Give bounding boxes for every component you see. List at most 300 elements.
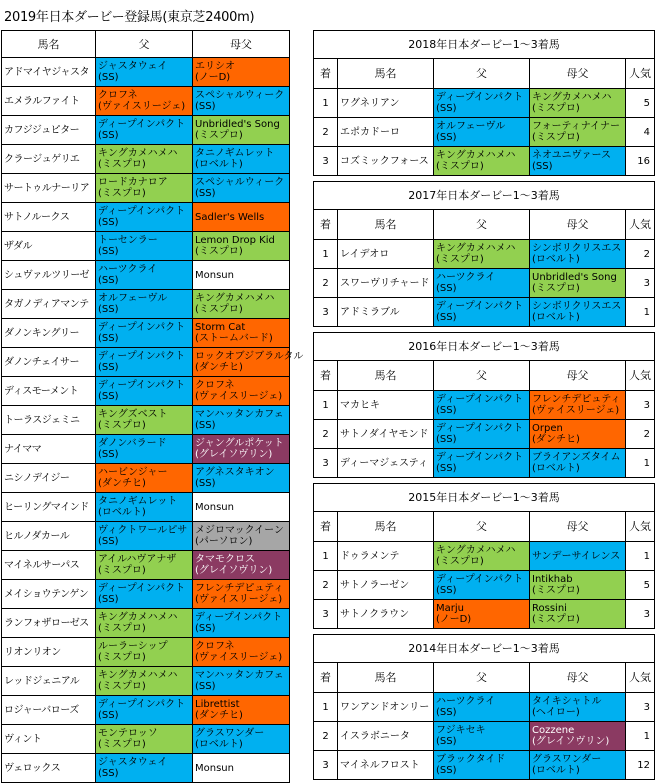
dam-sire-cell-name: ジャングルポケット bbox=[195, 438, 284, 449]
table-row bbox=[314, 269, 655, 298]
finish-rank: 1 bbox=[314, 542, 338, 571]
sire-cell bbox=[434, 147, 530, 176]
dam-sire-cell bbox=[193, 464, 290, 493]
sire-cell-name: Marju bbox=[436, 603, 464, 614]
finish-rank: 3 bbox=[314, 600, 338, 629]
dam-sire-cell bbox=[193, 551, 290, 580]
table-row bbox=[2, 406, 290, 435]
horse-name: ロジャーバローズ bbox=[2, 696, 96, 725]
sire-cell bbox=[434, 118, 530, 147]
table-row bbox=[314, 147, 655, 176]
column-header: 馬名 bbox=[338, 210, 434, 240]
sire-cell-name: アイルハヴアナザ bbox=[98, 554, 177, 565]
column-header: 父 bbox=[434, 663, 530, 693]
table-row bbox=[314, 542, 655, 571]
column-header: 母父 bbox=[530, 512, 626, 542]
dam-sire-cell-name: エリシオ bbox=[195, 61, 235, 72]
dam-sire-cell-line: (SS) bbox=[195, 681, 216, 692]
sire-cell-name: ディープインパクト bbox=[98, 351, 186, 362]
dam-sire-cell bbox=[193, 493, 290, 522]
popularity: 4 bbox=[626, 118, 655, 147]
year-title: 2015年日本ダービー1～3着馬 bbox=[314, 484, 655, 512]
table-row bbox=[2, 203, 290, 232]
popularity: 5 bbox=[626, 571, 655, 600]
sire-cell-name: ハーツクライ bbox=[436, 696, 496, 707]
sire-cell-line: (SS) bbox=[98, 217, 119, 228]
sire-cell-line: (SS) bbox=[98, 391, 119, 402]
table-row bbox=[314, 420, 655, 449]
sire-cell-line: (ミスプロ) bbox=[98, 159, 146, 170]
dam-sire-cell-name: Unbridled's Song bbox=[532, 272, 617, 283]
column-header: 母父 bbox=[530, 59, 626, 89]
dam-sire-cell-name: フォーティナイナー bbox=[532, 121, 620, 132]
table-row bbox=[314, 722, 655, 751]
sire-cell bbox=[434, 751, 530, 780]
results-header-row bbox=[314, 361, 655, 391]
sire-cell-name: ディープインパクト bbox=[436, 423, 524, 434]
sire-cell-name: キングカメハメハ bbox=[436, 545, 516, 556]
dam-sire-cell-name: Monsun bbox=[195, 762, 234, 774]
finish-rank: 1 bbox=[314, 89, 338, 118]
table-row bbox=[2, 609, 290, 638]
dam-sire-cell-line: (グレイソヴリン) bbox=[195, 449, 273, 460]
dam-sire-cell bbox=[193, 203, 290, 232]
dam-sire-cell bbox=[193, 406, 290, 435]
dam-sire-cell-line: (SS) bbox=[195, 101, 216, 112]
sire-cell-name: キングカメハメハ bbox=[98, 148, 178, 159]
sire-cell-line: (SS) bbox=[98, 275, 119, 286]
sire-cell-name: ディープインパクト bbox=[98, 206, 186, 217]
dam-sire-cell-name: Lemon Drop Kid bbox=[195, 235, 275, 246]
sire-cell-line: (ヴァイスリージェ) bbox=[98, 101, 186, 112]
dam-sire-cell bbox=[530, 298, 626, 327]
dam-sire-cell bbox=[530, 542, 626, 571]
table-row bbox=[2, 667, 290, 696]
dam-sire-cell-name: ネオユニヴァース bbox=[532, 150, 611, 161]
sire-cell-line: (SS) bbox=[436, 405, 457, 416]
popularity: 3 bbox=[626, 600, 655, 629]
sire-cell-name: ディープインパクト bbox=[98, 119, 186, 130]
sire-cell-line: (SS) bbox=[436, 707, 457, 718]
page-title: 2019年日本ダービー登録馬(東京芝2400m) bbox=[4, 10, 255, 25]
sire-cell bbox=[96, 290, 193, 319]
sire-cell-line: (ミスプロ) bbox=[436, 254, 484, 265]
table-row bbox=[2, 638, 290, 667]
horse-name: ディーマジェスティ bbox=[338, 449, 434, 478]
sire-cell-name: トーセンラー bbox=[98, 235, 158, 246]
sire-cell-line: (ノーD) bbox=[436, 614, 472, 625]
sire-cell bbox=[96, 435, 193, 464]
dam-sire-cell-line: (SS) bbox=[195, 478, 216, 489]
sire-cell-line: (SS) bbox=[436, 434, 457, 445]
dam-sire-cell bbox=[193, 174, 290, 203]
table-row bbox=[2, 116, 290, 145]
results-header-row bbox=[314, 210, 655, 240]
column-header: 着 bbox=[314, 361, 338, 391]
sire-cell-name: ディープインパクト bbox=[436, 452, 524, 463]
sire-cell bbox=[96, 667, 193, 696]
dam-sire-cell-line: (ミスプロ) bbox=[532, 283, 580, 294]
horse-name: イスラボニータ bbox=[338, 722, 434, 751]
dam-sire-cell bbox=[530, 240, 626, 269]
dam-sire-cell bbox=[530, 722, 626, 751]
year-title: 2016年日本ダービー1～3着馬 bbox=[314, 333, 655, 361]
dam-sire-cell-name: グラスワンダー bbox=[532, 754, 602, 765]
horse-name: サトノクラウン bbox=[338, 600, 434, 629]
sire-cell bbox=[96, 406, 193, 435]
sire-cell-line: (SS) bbox=[436, 463, 457, 474]
dam-sire-cell-name: マンハッタンカフェ bbox=[195, 409, 284, 420]
sire-cell-line: (SS) bbox=[98, 130, 119, 141]
sire-cell-name: ジャスタウェイ bbox=[98, 61, 168, 72]
sire-cell-name: ディープインパクト bbox=[436, 394, 524, 405]
sire-cell bbox=[96, 116, 193, 145]
sire-cell-line: (SS) bbox=[98, 362, 119, 373]
horse-name: タガノディアマンテ bbox=[2, 290, 96, 319]
dam-sire-cell-line: (SS) bbox=[195, 188, 216, 199]
dam-sire-cell-name: Monsun bbox=[195, 269, 234, 281]
sire-cell bbox=[96, 609, 193, 638]
dam-sire-cell bbox=[530, 600, 626, 629]
dam-sire-cell bbox=[193, 609, 290, 638]
dam-sire-cell-line: (ヴァイスリージェ) bbox=[195, 652, 283, 663]
dam-sire-cell-name: キングカメハメハ bbox=[532, 92, 612, 103]
dam-sire-cell bbox=[530, 89, 626, 118]
sire-cell-name: ディープインパクト bbox=[98, 583, 186, 594]
table-row bbox=[2, 522, 290, 551]
dam-sire-cell-name: Rossini bbox=[532, 603, 567, 614]
sire-cell-line: (ミスプロ) bbox=[98, 565, 146, 576]
sire-cell bbox=[96, 493, 193, 522]
sire-cell-line: (SS) bbox=[436, 765, 457, 776]
dam-sire-cell-name: キングカメハメハ bbox=[195, 293, 275, 304]
horse-name: ワンアンドオンリー bbox=[338, 693, 434, 722]
dam-sire-cell-name: フレンチデピュティ bbox=[532, 394, 621, 405]
sire-cell bbox=[434, 240, 530, 269]
dam-sire-cell bbox=[193, 754, 290, 783]
horse-name: リオンリオン bbox=[2, 638, 96, 667]
dam-sire-cell-line: (ミスプロ) bbox=[532, 585, 580, 596]
sire-cell-line: (SS) bbox=[98, 536, 119, 547]
year-title: 2017年日本ダービー1～3着馬 bbox=[314, 182, 655, 210]
column-header: 着 bbox=[314, 512, 338, 542]
dam-sire-cell-line: (ロベルト) bbox=[532, 254, 580, 265]
dam-sire-cell-line: (SS) bbox=[532, 161, 553, 172]
dam-sire-cell-name: Storm Cat bbox=[195, 322, 246, 333]
dam-sire-cell bbox=[530, 420, 626, 449]
horse-name: レイデオロ bbox=[338, 240, 434, 269]
table-row bbox=[314, 751, 655, 780]
past-results-table bbox=[313, 30, 655, 780]
sire-cell-name: ディープインパクト bbox=[98, 322, 186, 333]
horse-name: クラージュゲリエ bbox=[2, 145, 96, 174]
horse-name: コズミックフォース bbox=[338, 147, 434, 176]
finish-rank: 2 bbox=[314, 269, 338, 298]
dam-sire-cell-line: (ダンチヒ) bbox=[532, 434, 580, 445]
table-row bbox=[2, 551, 290, 580]
column-header: 人気 bbox=[626, 361, 655, 391]
dam-sire-cell-name: スペシャルウィーク bbox=[195, 90, 285, 101]
dam-sire-cell-line: (ミスプロ) bbox=[195, 304, 243, 315]
sire-cell bbox=[96, 348, 193, 377]
dam-sire-cell-name: ロックオブジブラルタル bbox=[195, 351, 304, 362]
table-row bbox=[2, 348, 290, 377]
dam-sire-cell bbox=[530, 449, 626, 478]
horse-name: メイショウテンゲン bbox=[2, 580, 96, 609]
sire-cell-line: (ミスプロ) bbox=[436, 161, 484, 172]
dam-sire-cell-name: Librettist bbox=[195, 699, 240, 710]
sire-cell bbox=[96, 261, 193, 290]
sire-cell-name: モンテロッソ bbox=[98, 728, 158, 739]
column-header: 馬名 bbox=[338, 663, 434, 693]
column-header: 馬名 bbox=[338, 59, 434, 89]
horse-name: ニシノデイジー bbox=[2, 464, 96, 493]
table-row bbox=[314, 89, 655, 118]
finish-rank: 1 bbox=[314, 693, 338, 722]
dam-sire-cell-name: Unbridled's Song bbox=[195, 119, 280, 130]
dam-sire-cell bbox=[530, 693, 626, 722]
column-header: 馬名 bbox=[2, 31, 96, 58]
dam-sire-cell-line: (SS) bbox=[195, 420, 216, 431]
results-header-row bbox=[314, 59, 655, 89]
table-row bbox=[2, 377, 290, 406]
sire-cell-name: ブラックタイド bbox=[436, 754, 506, 765]
sire-cell bbox=[96, 725, 193, 754]
sire-cell bbox=[434, 89, 530, 118]
year-title: 2018年日本ダービー1～3着馬 bbox=[314, 31, 655, 59]
dam-sire-cell-line: (ヴァイスリージェ) bbox=[195, 391, 283, 402]
dam-sire-cell bbox=[530, 118, 626, 147]
table-row bbox=[2, 319, 290, 348]
dam-sire-cell-name: サンデーサイレンス bbox=[532, 550, 621, 562]
horse-name: スワーヴリチャード bbox=[338, 269, 434, 298]
sire-cell bbox=[434, 542, 530, 571]
sire-cell-name: ディープインパクト bbox=[98, 699, 186, 710]
dam-sire-cell-line: (ロベルト) bbox=[532, 765, 580, 776]
sire-cell bbox=[96, 580, 193, 609]
entries-header-row bbox=[2, 31, 290, 58]
dam-sire-cell-line: (ミスプロ) bbox=[195, 130, 243, 141]
sire-cell-line: (ロベルト) bbox=[98, 507, 146, 518]
dam-sire-cell-line: (ダンチヒ) bbox=[195, 362, 243, 373]
table-row bbox=[2, 493, 290, 522]
horse-name: シュヴァルツリーゼ bbox=[2, 261, 96, 290]
finish-rank: 3 bbox=[314, 449, 338, 478]
sire-cell bbox=[96, 464, 193, 493]
year-title: 2014年日本ダービー1～3着馬 bbox=[314, 635, 655, 663]
sire-cell-line: (SS) bbox=[98, 333, 119, 344]
column-header: 父 bbox=[434, 59, 530, 89]
sire-cell-name: キングズベスト bbox=[98, 409, 168, 420]
sire-cell-line: (ミスプロ) bbox=[98, 188, 146, 199]
dam-sire-cell bbox=[193, 667, 290, 696]
horse-name: サトノダイヤモンド bbox=[338, 420, 434, 449]
dam-sire-cell-line: (ミスプロ) bbox=[195, 246, 243, 257]
horse-name: エポカドーロ bbox=[338, 118, 434, 147]
table-row bbox=[2, 464, 290, 493]
sire-cell-line: (SS) bbox=[436, 585, 457, 596]
popularity: 2 bbox=[626, 420, 655, 449]
dam-sire-cell-name: Sadler's Wells bbox=[195, 211, 265, 223]
horse-name: マイネルフロスト bbox=[338, 751, 434, 780]
dam-sire-cell bbox=[193, 725, 290, 754]
dam-sire-cell bbox=[193, 87, 290, 116]
dam-sire-cell-line: (パーソロン) bbox=[195, 536, 253, 547]
sire-cell-line: (SS) bbox=[98, 304, 119, 315]
dam-sire-cell-line: (ヴァイスリージェ) bbox=[532, 405, 620, 416]
dam-sire-cell bbox=[193, 522, 290, 551]
sire-cell bbox=[96, 145, 193, 174]
entries-table bbox=[1, 30, 304, 783]
dam-sire-cell bbox=[530, 571, 626, 600]
sire-cell bbox=[434, 600, 530, 629]
year-title-row bbox=[314, 635, 655, 663]
sire-cell-name: ダノンバラード bbox=[98, 438, 167, 449]
dam-sire-cell-line: (ロベルト) bbox=[532, 463, 580, 474]
sire-cell-name: キングカメハメハ bbox=[98, 670, 178, 681]
table-row bbox=[314, 240, 655, 269]
sire-cell-line: (SS) bbox=[436, 736, 457, 747]
table-row bbox=[2, 725, 290, 754]
dam-sire-cell-line: (ヘイロー) bbox=[532, 707, 580, 718]
column-header: 人気 bbox=[626, 59, 655, 89]
horse-name: ザダル bbox=[2, 232, 96, 261]
finish-rank: 2 bbox=[314, 118, 338, 147]
sire-cell-line: (ミスプロ) bbox=[98, 652, 146, 663]
popularity: 1 bbox=[626, 449, 655, 478]
sire-cell-line: (SS) bbox=[98, 72, 119, 83]
horse-name: ヴェロックス bbox=[2, 754, 96, 783]
sire-cell-line: (ミスプロ) bbox=[436, 556, 484, 567]
horse-name: サトノラーゼン bbox=[338, 571, 434, 600]
sire-cell bbox=[96, 203, 193, 232]
sire-cell-name: オルフェーヴル bbox=[98, 293, 168, 304]
horse-name: サトノルークス bbox=[2, 203, 96, 232]
sire-cell bbox=[96, 87, 193, 116]
table-row bbox=[2, 580, 290, 609]
horse-name: トーラスジェミニ bbox=[2, 406, 96, 435]
column-header: 母父 bbox=[530, 663, 626, 693]
horse-name: サートゥルナーリア bbox=[2, 174, 96, 203]
sire-cell bbox=[96, 522, 193, 551]
dam-sire-cell bbox=[193, 290, 290, 319]
finish-rank: 2 bbox=[314, 722, 338, 751]
dam-sire-cell bbox=[193, 348, 304, 377]
dam-sire-cell bbox=[193, 696, 290, 725]
horse-name: アドミラブル bbox=[338, 298, 434, 327]
horse-name: ヒーリングマインド bbox=[2, 493, 96, 522]
popularity: 2 bbox=[626, 240, 655, 269]
table-row bbox=[314, 571, 655, 600]
column-header: 父 bbox=[434, 512, 530, 542]
finish-rank: 3 bbox=[314, 751, 338, 780]
dam-sire-cell-line: (ダンチヒ) bbox=[195, 710, 243, 721]
dam-sire-cell-line: (ミスプロ) bbox=[532, 103, 580, 114]
year-title-row bbox=[314, 484, 655, 512]
year-title-row bbox=[314, 31, 655, 59]
table-row bbox=[2, 754, 290, 783]
horse-name: エメラルファイト bbox=[2, 87, 96, 116]
dam-sire-cell bbox=[193, 377, 290, 406]
table-row bbox=[314, 449, 655, 478]
column-header: 人気 bbox=[626, 512, 655, 542]
popularity: 1 bbox=[626, 722, 655, 751]
table-row bbox=[314, 118, 655, 147]
sire-cell bbox=[434, 693, 530, 722]
dam-sire-cell bbox=[193, 580, 290, 609]
dam-sire-cell-name: ブライアンズタイム bbox=[532, 452, 621, 463]
sire-cell-line: (SS) bbox=[98, 710, 119, 721]
table-row bbox=[2, 696, 290, 725]
sire-cell-name: ディープインパクト bbox=[98, 380, 186, 391]
sire-cell bbox=[96, 232, 193, 261]
horse-name: ヴィント bbox=[2, 725, 96, 754]
sire-cell bbox=[434, 391, 530, 420]
table-row bbox=[2, 435, 290, 464]
sire-cell bbox=[96, 58, 193, 87]
dam-sire-cell-line: (ヴァイスリージェ) bbox=[195, 594, 283, 605]
sire-cell bbox=[434, 449, 530, 478]
dam-sire-cell-name: タニノギムレット bbox=[195, 148, 275, 159]
sire-cell-line: (SS) bbox=[436, 103, 457, 114]
dam-sire-cell-name: シンボリクリスエス bbox=[532, 301, 622, 312]
horse-name: アドマイヤジャスタ bbox=[2, 58, 96, 87]
table-row bbox=[2, 261, 290, 290]
horse-name: ドゥラメンテ bbox=[338, 542, 434, 571]
dam-sire-cell-name: マンハッタンカフェ bbox=[195, 670, 284, 681]
sire-cell bbox=[434, 298, 530, 327]
dam-sire-cell bbox=[530, 751, 626, 780]
column-header: 人気 bbox=[626, 210, 655, 240]
sire-cell-name: ハーツクライ bbox=[98, 264, 158, 275]
dam-sire-cell-line: (ミスプロ) bbox=[532, 132, 580, 143]
finish-rank: 1 bbox=[314, 240, 338, 269]
dam-sire-cell-line: (ロベルト) bbox=[195, 159, 243, 170]
sire-cell-name: ジャスタウェイ bbox=[98, 757, 168, 768]
table-row bbox=[2, 58, 290, 87]
dam-sire-cell bbox=[193, 145, 290, 174]
table-row bbox=[314, 298, 655, 327]
popularity: 1 bbox=[626, 542, 655, 571]
dam-sire-cell-line: (ロベルト) bbox=[532, 312, 580, 323]
sire-cell bbox=[96, 638, 193, 667]
sire-cell bbox=[96, 174, 193, 203]
dam-sire-cell bbox=[193, 638, 290, 667]
table-row bbox=[314, 693, 655, 722]
horse-name: ダノンチェイサー bbox=[2, 348, 96, 377]
sire-cell bbox=[434, 571, 530, 600]
popularity: 3 bbox=[626, 693, 655, 722]
popularity: 3 bbox=[626, 391, 655, 420]
dam-sire-cell bbox=[530, 391, 626, 420]
column-header: 父 bbox=[96, 31, 193, 58]
dam-sire-cell-name: シンボリクリスエス bbox=[532, 243, 622, 254]
sire-cell-line: (SS) bbox=[436, 312, 457, 323]
dam-sire-cell-name: メジロマックイーン bbox=[195, 525, 284, 536]
sire-cell-name: ディープインパクト bbox=[436, 301, 524, 312]
sire-cell-name: ディープインパクト bbox=[436, 574, 524, 585]
dam-sire-cell bbox=[193, 116, 290, 145]
dam-sire-cell-name: Monsun bbox=[195, 501, 234, 513]
table-row bbox=[2, 87, 290, 116]
popularity: 1 bbox=[626, 298, 655, 327]
finish-rank: 1 bbox=[314, 391, 338, 420]
column-header: 馬名 bbox=[338, 512, 434, 542]
dam-sire-cell-line: (グレイソヴリン) bbox=[532, 736, 610, 747]
sire-cell-name: オルフェーヴル bbox=[436, 121, 506, 132]
sire-cell-line: (ミスプロ) bbox=[98, 681, 146, 692]
dam-sire-cell-line: (ノーD) bbox=[195, 72, 231, 83]
